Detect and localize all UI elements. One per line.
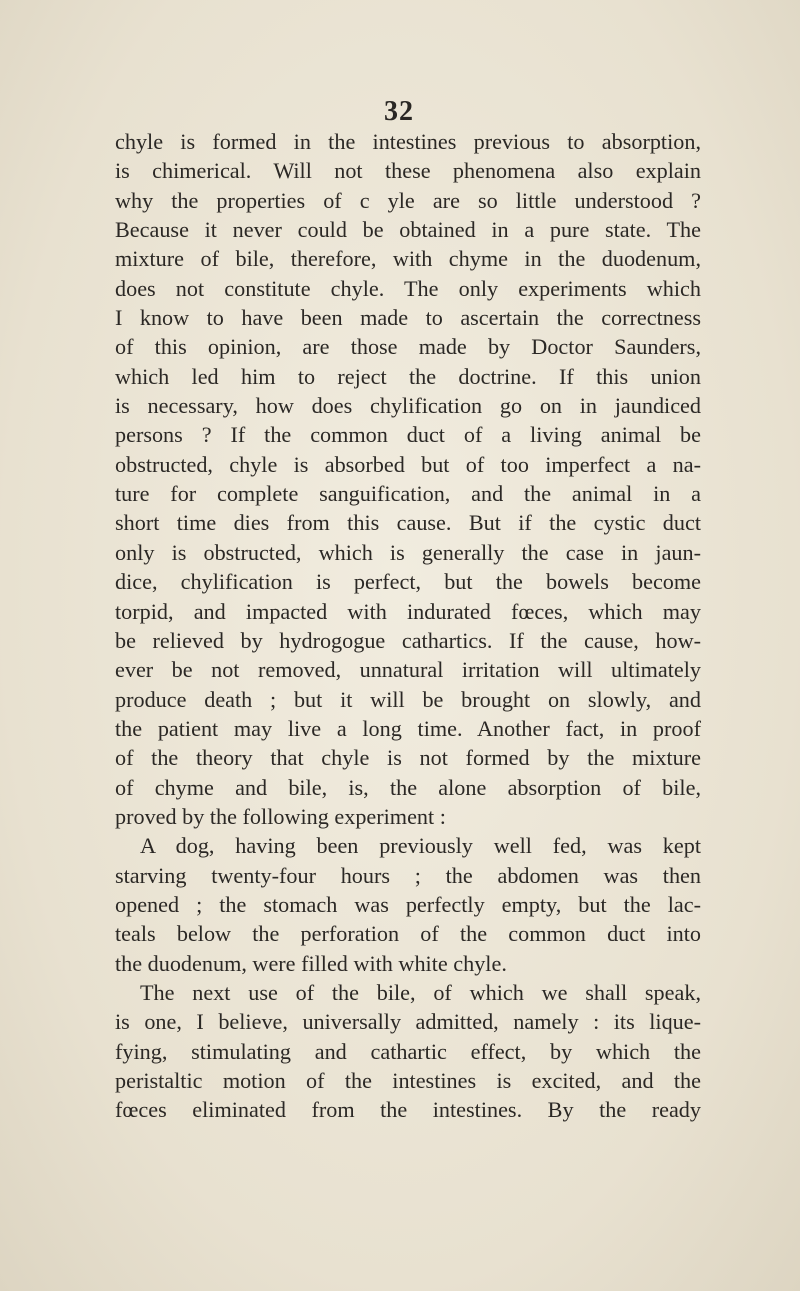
page-number: 32 (384, 96, 414, 127)
text-line: why the properties of c yle are so little understood ? (115, 187, 701, 213)
text-line: produce death ; but it will be brought on slowly, and (115, 686, 701, 712)
text-line: fœces eliminated from the intestines. By the ready (115, 1097, 701, 1123)
text-line: proved by the following experiment : (115, 803, 446, 829)
text-line: the patient may live a long time. Another fact, in proof (115, 715, 701, 741)
text-line: is necessary, how does chylification go on in jaundiced (115, 393, 701, 419)
text-line: mixture of bile, therefore, with chyme in the duodenum, (115, 246, 701, 272)
text-line: peristaltic motion of the intestines is excited, and the (115, 1068, 701, 1093)
text-line: opened ; the stomach was perfectly empty, but the lac- (115, 891, 701, 917)
text-line: persons ? If the common duct of a living animal be (115, 422, 701, 448)
text-line: of this opinion, are those made by Doctor Saunders, (115, 334, 701, 360)
text-line: does not constitute chyle. The only experiments which (115, 275, 701, 301)
text-line: which led him to reject the doctrine. If this union (115, 363, 701, 389)
text-line: ever be not removed, unnatural irritation will ultimately (115, 657, 701, 683)
text-line: of chyme and bile, is, the alone absorption of bile, (115, 774, 701, 800)
text-line: is one, I believe, universally admitted, namely : its lique- (115, 1009, 701, 1035)
text-line: torpid, and impacted with indurated fœces, which may (115, 598, 701, 624)
text-line: Because it never could be obtained in a pure state. The (115, 217, 701, 243)
text-line: the duodenum, were filled with white chyle. (115, 950, 507, 976)
text-line: teals below the perforation of the common duct into (115, 921, 701, 947)
body-text (115, 127, 701, 1125)
text-line: only is obstructed, which is generally the case in jaun- (115, 539, 701, 565)
text-line: The next use of the bile, of which we shall speak, (140, 979, 701, 1005)
text-line: be relieved by hydrogogue cathartics. If the cause, how- (115, 627, 701, 653)
text-line: of the theory that chyle is not formed by the mixture (115, 745, 701, 771)
text-line: fying, stimulating and cathartic effect, by which the (115, 1038, 701, 1064)
text-line: I know to have been made to ascertain the correctness (115, 305, 701, 331)
text-line: chyle is formed in the intestines previous to absorption, (115, 129, 701, 154)
text-line: A dog, having been previously well fed, was kept (140, 833, 701, 859)
text-line: short time dies from this cause. But if the cystic duct (115, 510, 701, 536)
text-line: ture for complete sanguification, and the animal in a (115, 481, 701, 507)
text-line: starving twenty-four hours ; the abdomen was then (115, 862, 701, 888)
text-line: obstructed, chyle is absorbed but of too imperfect a na- (115, 451, 701, 477)
text-line: is chimerical. Will not these phenomena also explain (115, 158, 701, 184)
text-line: dice, chylification is perfect, but the bowels become (115, 569, 701, 595)
